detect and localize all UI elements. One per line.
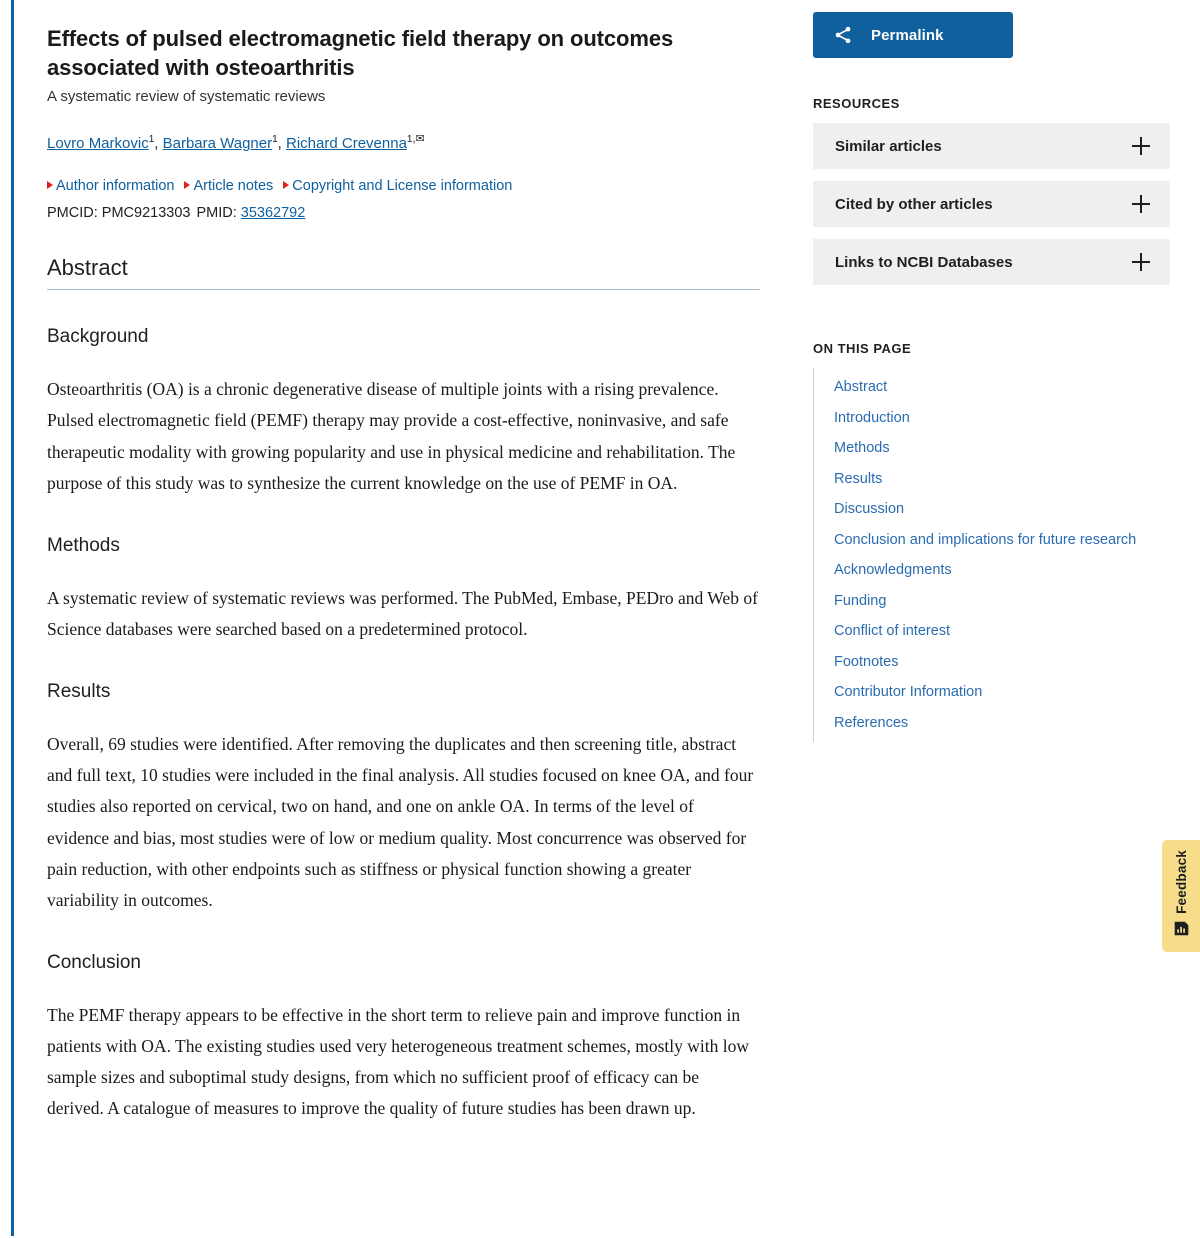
- accordion-label: Similar articles: [835, 137, 942, 155]
- nav-item-methods[interactable]: Methods: [834, 440, 890, 456]
- list-item: [814, 708, 1170, 739]
- accordion-label: Cited by other articles: [835, 195, 993, 213]
- nav-item-acknowledgments[interactable]: Acknowledgments: [834, 562, 952, 578]
- list-item: [814, 494, 1170, 525]
- nav-item-results[interactable]: Results: [834, 470, 883, 487]
- nav-item-introduction[interactable]: Introduction: [834, 409, 910, 426]
- list-item: [814, 616, 1170, 647]
- author-link-2[interactable]: Barbara Wagner: [162, 135, 273, 153]
- pmid-link[interactable]: 35362792: [240, 205, 306, 222]
- triangle-right-icon: [47, 181, 53, 189]
- article-notes-toggle[interactable]: [184, 176, 273, 198]
- author-sep-1: ,: [154, 135, 163, 153]
- section-text-conclusion: The PEMF therapy appears to be effective in the short term to relieve pain and improve function in patients with OA. The existing studies used very heterogeneous treatment schemes, mostly with low sample sizes and suboptimal study designs, from which no sufficient proof of efficacy can be derived. A catalogue of measures to improve the quality of future studies has been drawn up.: [47, 1005, 749, 1119]
- pmcid-value: PMC9213303: [101, 205, 191, 222]
- nav-item-contributor-information[interactable]: Contributor Information: [834, 684, 983, 700]
- on-this-page-heading: ON THIS PAGE: [813, 341, 912, 356]
- sidebar: [800, 0, 1200, 742]
- plus-icon[interactable]: [1132, 137, 1150, 155]
- section-heading-methods: Methods: [47, 534, 120, 556]
- list-item: [814, 372, 1170, 403]
- author-affiliation-3: 1,✉: [406, 133, 425, 146]
- author-information-toggle[interactable]: [47, 176, 174, 198]
- accordion-links-to-ncbi-databases[interactable]: [813, 239, 1170, 285]
- abstract-heading: Abstract: [47, 255, 760, 290]
- bar-chart-icon: [1173, 920, 1190, 942]
- pmcid-label: PMCID:: [47, 205, 98, 222]
- on-this-page-section: [813, 341, 1170, 742]
- article-identifiers: [47, 205, 760, 221]
- share-icon: [823, 25, 863, 45]
- plus-icon[interactable]: [1132, 195, 1150, 213]
- on-this-page-list: [813, 368, 1170, 742]
- nav-item-conclusion-and-implications[interactable]: Conclusion and implications for future research: [834, 531, 1137, 548]
- article-subtitle: A systematic review of systematic reviews: [47, 88, 326, 106]
- nav-item-abstract[interactable]: Abstract: [834, 379, 888, 395]
- resources-heading: RESOURCES: [813, 96, 900, 111]
- author-affiliation-2: 1: [272, 134, 278, 146]
- list-item: [814, 525, 1170, 556]
- author-list: [47, 133, 760, 156]
- nav-item-conflict-of-interest[interactable]: Conflict of interest: [834, 623, 951, 639]
- plus-icon[interactable]: [1132, 253, 1150, 271]
- list-item: [814, 433, 1170, 464]
- list-item: [814, 677, 1170, 708]
- accordion-similar-articles[interactable]: [813, 123, 1170, 169]
- section-text-background: Osteoarthritis (OA) is a chronic degenerative disease of multiple joints with a rising prevalence. Pulsed electromagnetic field (PEMF) therapy may provide a cost-effective, noninvasive, and safe therapeutic modality with growing popularity and use in physical medicine and rehabilitation. The purpose of this study was to synthesize the current knowledge on the use of PEMF in OA.: [47, 379, 736, 493]
- permalink-button-label: Permalink: [871, 26, 944, 44]
- article-notes-label[interactable]: Article notes: [193, 177, 274, 194]
- author-link-3[interactable]: Richard Crevenna: [286, 135, 407, 153]
- list-item: [814, 403, 1170, 434]
- author-affiliation-1: 1: [148, 134, 155, 146]
- author-link-1[interactable]: Lovro Markovic: [47, 135, 149, 153]
- feedback-label: Feedback: [1173, 850, 1189, 914]
- nav-item-discussion[interactable]: Discussion: [834, 501, 905, 517]
- copyright-license-toggle[interactable]: [283, 176, 512, 198]
- section-text-methods: A systematic review of systematic reviews was performed. The PubMed, Embase, PEDro and Web of Science databases were searched based on a predetermined protocol.: [47, 587, 758, 640]
- nav-item-references[interactable]: References: [834, 714, 909, 731]
- section-heading-results: Results: [47, 681, 111, 703]
- nav-item-funding[interactable]: Funding: [834, 592, 887, 609]
- list-item: [814, 586, 1170, 617]
- section-heading-conclusion: Conclusion: [47, 952, 141, 973]
- accordion-cited-by-other-articles[interactable]: [813, 181, 1170, 227]
- accordion-label: Links to NCBI Databases: [835, 253, 1013, 271]
- article-meta-toggles: [47, 176, 760, 198]
- triangle-right-icon: [283, 181, 289, 189]
- author-information-label[interactable]: Author information: [56, 177, 175, 194]
- list-item: [814, 464, 1170, 495]
- copyright-license-label[interactable]: Copyright and License information: [292, 177, 513, 194]
- permalink-button[interactable]: [813, 12, 1013, 58]
- feedback-tab[interactable]: [1162, 840, 1200, 952]
- nav-item-footnotes[interactable]: Footnotes: [834, 653, 899, 670]
- list-item: [814, 555, 1170, 586]
- section-heading-background: Background: [47, 326, 149, 348]
- envelope-icon[interactable]: ,✉: [412, 133, 425, 146]
- pmid-label: PMID:: [196, 205, 237, 222]
- triangle-right-icon: [184, 181, 190, 189]
- author-sep-2: ,: [277, 135, 287, 153]
- section-text-results: Overall, 69 studies were identified. After removing the duplicates and then screening title, abstract and full text, 10 studies were included in the final analysis. All studies focused on knee OA, and four studies also reported on cervical, two on hand, and one on ankle OA. In terms of the level of evidence and bias, most studies were of low or medium quality. Most concurrence was observed for pain reduction, with other endpoints such as stiffness or physical function showing a greater variability in outcomes.: [47, 734, 754, 910]
- page-title: Effects of pulsed electromagnetic field therapy on outcomes associated with osteoarthritis: [47, 26, 674, 81]
- list-item: [814, 647, 1170, 678]
